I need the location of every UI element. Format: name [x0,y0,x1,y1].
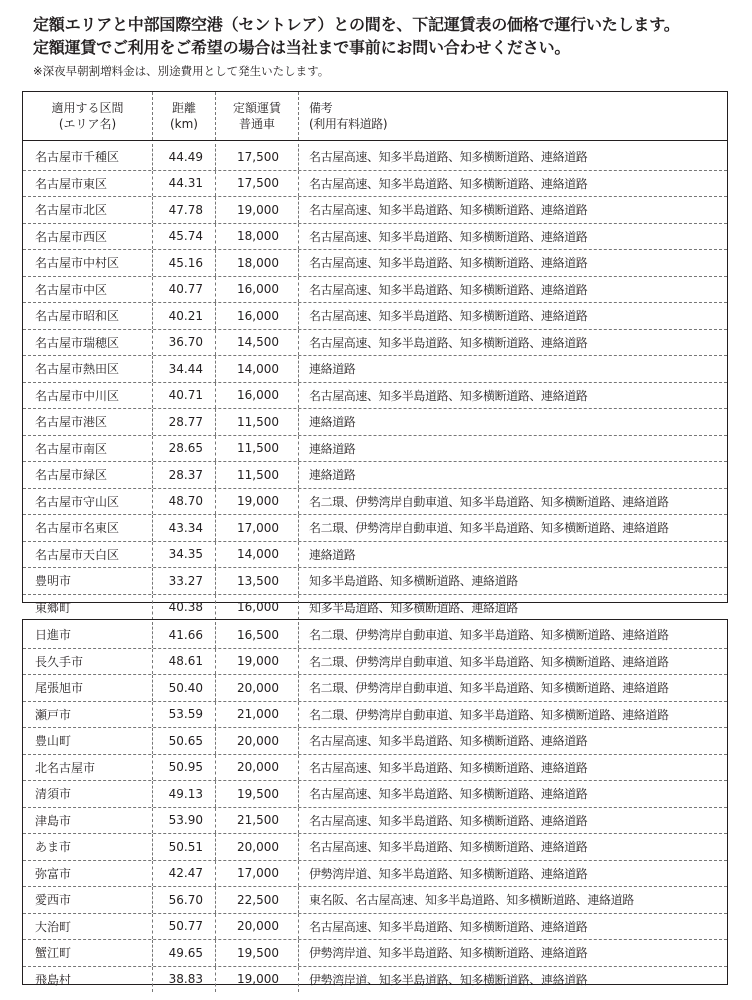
distance-cell: 40.38 [152,595,215,621]
note-cell: 名二環、伊勢湾岸自動車道、知多半島道路、知多横断道路、連絡道路 [298,649,727,675]
note-cell: 名古屋高速、知多半島道路、知多横断道路、連絡道路 [298,834,727,860]
area-cell: 飛島村 [35,972,72,987]
note-cell: 伊勢湾岸道、知多半島道路、知多横断道路、連絡道路 [298,967,727,993]
distance-cell: 50.65 [152,728,215,754]
fare-cell: 20,000 [215,755,298,781]
distance-cell: 53.90 [152,808,215,834]
fare-table-nagoya [22,91,728,615]
distance-cell: 50.51 [152,834,215,860]
note-cell: 名古屋高速、知多半島道路、知多横断道路、連絡道路 [298,197,727,223]
fare-cell: 20,000 [215,728,298,754]
area-cell: 名古屋市港区 [35,415,108,430]
fare-cell: 16,000 [215,303,298,329]
note-cell: 名古屋高速、知多半島道路、知多横断道路、連絡道路 [298,728,727,754]
note-cell: 伊勢湾岸道、知多半島道路、知多横断道路、連絡道路 [298,861,727,887]
fare-cell: 17,000 [215,515,298,541]
area-cell: 尾張旭市 [35,681,84,696]
fare-cell: 20,000 [215,675,298,701]
fare-cell: 16,000 [215,383,298,409]
table-row [23,224,727,251]
distance-cell: 49.65 [152,940,215,966]
area-cell: 名古屋市熱田区 [35,362,120,377]
fare-cell: 19,500 [215,940,298,966]
table-row [23,755,727,782]
note-cell: 名二環、伊勢湾岸自動車道、知多半島道路、知多横断道路、連絡道路 [298,489,727,515]
area-cell: 名古屋市南区 [35,441,108,456]
table-row [23,542,727,569]
table-row [23,702,727,729]
note-cell: 連絡道路 [298,436,727,462]
table-row [23,409,727,436]
area-cell: 豊明市 [35,574,72,589]
note-cell: 連絡道路 [298,542,727,568]
table-row [23,515,727,542]
note-cell: 連絡道路 [298,462,727,488]
fare-cell: 18,000 [215,224,298,250]
table-row [23,568,727,595]
header-note [298,92,727,140]
table-row [23,197,727,224]
fare-cell: 21,000 [215,702,298,728]
area-cell: 名古屋市西区 [35,229,108,244]
note-cell: 名古屋高速、知多半島道路、知多横断道路、連絡道路 [298,250,727,276]
distance-cell: 56.70 [152,887,215,913]
distance-cell: 45.16 [152,250,215,276]
distance-cell: 53.59 [152,702,215,728]
area-cell: 名古屋市東区 [35,176,108,191]
header-distance [152,92,215,140]
fare-cell: 14,500 [215,330,298,356]
fare-cell: 21,500 [215,808,298,834]
note-cell: 名古屋高速、知多半島道路、知多横断道路、連絡道路 [298,914,727,940]
table-row [23,834,727,861]
fare-cell: 20,000 [215,914,298,940]
distance-cell: 48.70 [152,489,215,515]
area-cell: あま市 [35,840,72,855]
table-row [23,914,727,941]
table-row [23,330,727,357]
note-cell: 名古屋高速、知多半島道路、知多横断道路、連絡道路 [298,277,727,303]
table-row [23,595,727,621]
table-row [23,967,727,993]
area-cell: 豊山町 [35,734,72,749]
distance-cell: 50.95 [152,755,215,781]
area-cell: 名古屋市守山区 [35,494,120,509]
area-cell: 名古屋市天白区 [35,547,120,562]
distance-cell: 50.40 [152,675,215,701]
fare-cell: 19,000 [215,967,298,993]
note-cell: 名古屋高速、知多半島道路、知多横断道路、連絡道路 [298,781,727,807]
distance-cell: 34.44 [152,356,215,382]
fare-cell: 19,000 [215,489,298,515]
fare-cell: 17,500 [215,144,298,170]
intro-line-2: 定額運賃でご利用をご希望の場合は当社まで事前にお問い合わせください。 [33,38,571,57]
distance-cell: 47.78 [152,197,215,223]
distance-cell: 40.71 [152,383,215,409]
distance-cell: 40.77 [152,277,215,303]
fare-cell: 17,500 [215,171,298,197]
fare-cell: 19,000 [215,649,298,675]
note-cell: 名古屋高速、知多半島道路、知多横断道路、連絡道路 [298,144,727,170]
header-note-label: 備考 (利用有料道路) [309,101,388,131]
header-area [23,100,152,132]
note-cell: 伊勢湾岸道、知多半島道路、知多横断道路、連絡道路 [298,940,727,966]
table-row [23,383,727,410]
distance-cell: 42.47 [152,861,215,887]
note-cell: 名古屋高速、知多半島道路、知多横断道路、連絡道路 [298,330,727,356]
note-cell: 名古屋高速、知多半島道路、知多横断道路、連絡道路 [298,224,727,250]
note-cell: 名二環、伊勢湾岸自動車道、知多半島道路、知多横断道路、連絡道路 [298,515,727,541]
note-cell: 名古屋高速、知多半島道路、知多横断道路、連絡道路 [298,755,727,781]
distance-cell: 50.77 [152,914,215,940]
note-cell: 知多半島道路、知多横断道路、連絡道路 [298,595,727,621]
table-body [23,620,727,992]
area-cell: 名古屋市中区 [35,282,108,297]
table-row [23,649,727,676]
distance-cell: 44.49 [152,144,215,170]
table-row [23,622,727,649]
note-cell: 名古屋高速、知多半島道路、知多横断道路、連絡道路 [298,303,727,329]
fare-cell: 22,500 [215,887,298,913]
fare-cell: 19,000 [215,197,298,223]
table-row [23,277,727,304]
table-row [23,171,727,198]
table-body [23,141,727,620]
note-cell: 名二環、伊勢湾岸自動車道、知多半島道路、知多横断道路、連絡道路 [298,622,727,648]
header-distance-label: 距離 (km) [169,101,198,131]
distance-cell: 49.13 [152,781,215,807]
table-row [23,144,727,171]
area-cell: 名古屋市瑞穂区 [35,335,120,350]
distance-cell: 36.70 [152,330,215,356]
area-cell: 日進市 [35,628,72,643]
note-cell: 連絡道路 [298,356,727,382]
note-cell: 名古屋高速、知多半島道路、知多横断道路、連絡道路 [298,171,727,197]
table-row [23,940,727,967]
area-cell: 名古屋市名東区 [35,521,120,536]
distance-cell: 28.37 [152,462,215,488]
table-row [23,356,727,383]
table-row [23,861,727,888]
distance-cell: 33.27 [152,568,215,594]
fare-table-outer [22,619,728,985]
area-cell: 瀬戸市 [35,707,72,722]
area-cell: 大治町 [35,919,72,934]
distance-cell: 44.31 [152,171,215,197]
fare-cell: 20,000 [215,834,298,860]
fare-cell: 14,000 [215,542,298,568]
distance-cell: 43.34 [152,515,215,541]
area-cell: 名古屋市千種区 [35,150,120,165]
surcharge-note: ※深夜早朝割増料金は、別途費用として発生いたします。 [33,64,330,78]
distance-cell: 28.77 [152,409,215,435]
fare-cell: 16,500 [215,622,298,648]
fare-cell: 16,000 [215,277,298,303]
fare-cell: 11,500 [215,436,298,462]
distance-cell: 40.21 [152,303,215,329]
area-cell: 東郷町 [35,600,72,615]
fare-cell: 18,000 [215,250,298,276]
distance-cell: 48.61 [152,649,215,675]
area-cell: 長久手市 [35,654,84,669]
distance-cell: 45.74 [152,224,215,250]
fare-cell: 13,500 [215,568,298,594]
table-row [23,887,727,914]
table-row [23,489,727,516]
note-cell: 名二環、伊勢湾岸自動車道、知多半島道路、知多横断道路、連絡道路 [298,675,727,701]
fare-cell: 11,500 [215,462,298,488]
table-row [23,781,727,808]
area-cell: 名古屋市中川区 [35,388,120,403]
area-cell: 北名古屋市 [35,760,96,775]
note-cell: 名古屋高速、知多半島道路、知多横断道路、連絡道路 [298,808,727,834]
note-cell: 連絡道路 [298,409,727,435]
area-cell: 愛西市 [35,893,72,908]
intro-text [33,13,680,80]
fare-cell: 19,500 [215,781,298,807]
area-cell: 弥富市 [35,866,72,881]
table-row [23,303,727,330]
distance-cell: 38.83 [152,967,215,993]
note-cell: 東名阪、名古屋高速、知多半島道路、知多横断道路、連絡道路 [298,887,727,913]
area-cell: 名古屋市北区 [35,203,108,218]
table-row [23,436,727,463]
area-cell: 蟹江町 [35,946,72,961]
fare-cell: 11,500 [215,409,298,435]
note-cell: 名二環、伊勢湾岸自動車道、知多半島道路、知多横断道路、連絡道路 [298,702,727,728]
table-row [23,250,727,277]
note-cell: 名古屋高速、知多半島道路、知多横断道路、連絡道路 [298,383,727,409]
area-cell: 名古屋市緑区 [35,468,108,483]
header-area-label: 適用する区間 (エリア名) [51,101,124,131]
distance-cell: 34.35 [152,542,215,568]
header-fare-label: 定額運賃 普通車 [232,101,281,131]
note-cell: 知多半島道路、知多横断道路、連絡道路 [298,568,727,594]
table-header [23,92,727,141]
area-cell: 名古屋市昭和区 [35,309,120,324]
area-cell: 名古屋市中村区 [35,256,120,271]
table-row [23,808,727,835]
distance-cell: 28.65 [152,436,215,462]
fare-cell: 14,000 [215,356,298,382]
header-fare [215,92,298,140]
fare-cell: 17,000 [215,861,298,887]
intro-line-1: 定額エリアと中部国際空港（セントレア）との間を、下記運賃表の価格で運行いたします。 [33,15,680,34]
area-cell: 津島市 [35,813,72,828]
table-row [23,728,727,755]
distance-cell: 41.66 [152,622,215,648]
table-row [23,675,727,702]
fare-cell: 16,000 [215,595,298,621]
table-row [23,462,727,489]
area-cell: 清須市 [35,787,72,802]
